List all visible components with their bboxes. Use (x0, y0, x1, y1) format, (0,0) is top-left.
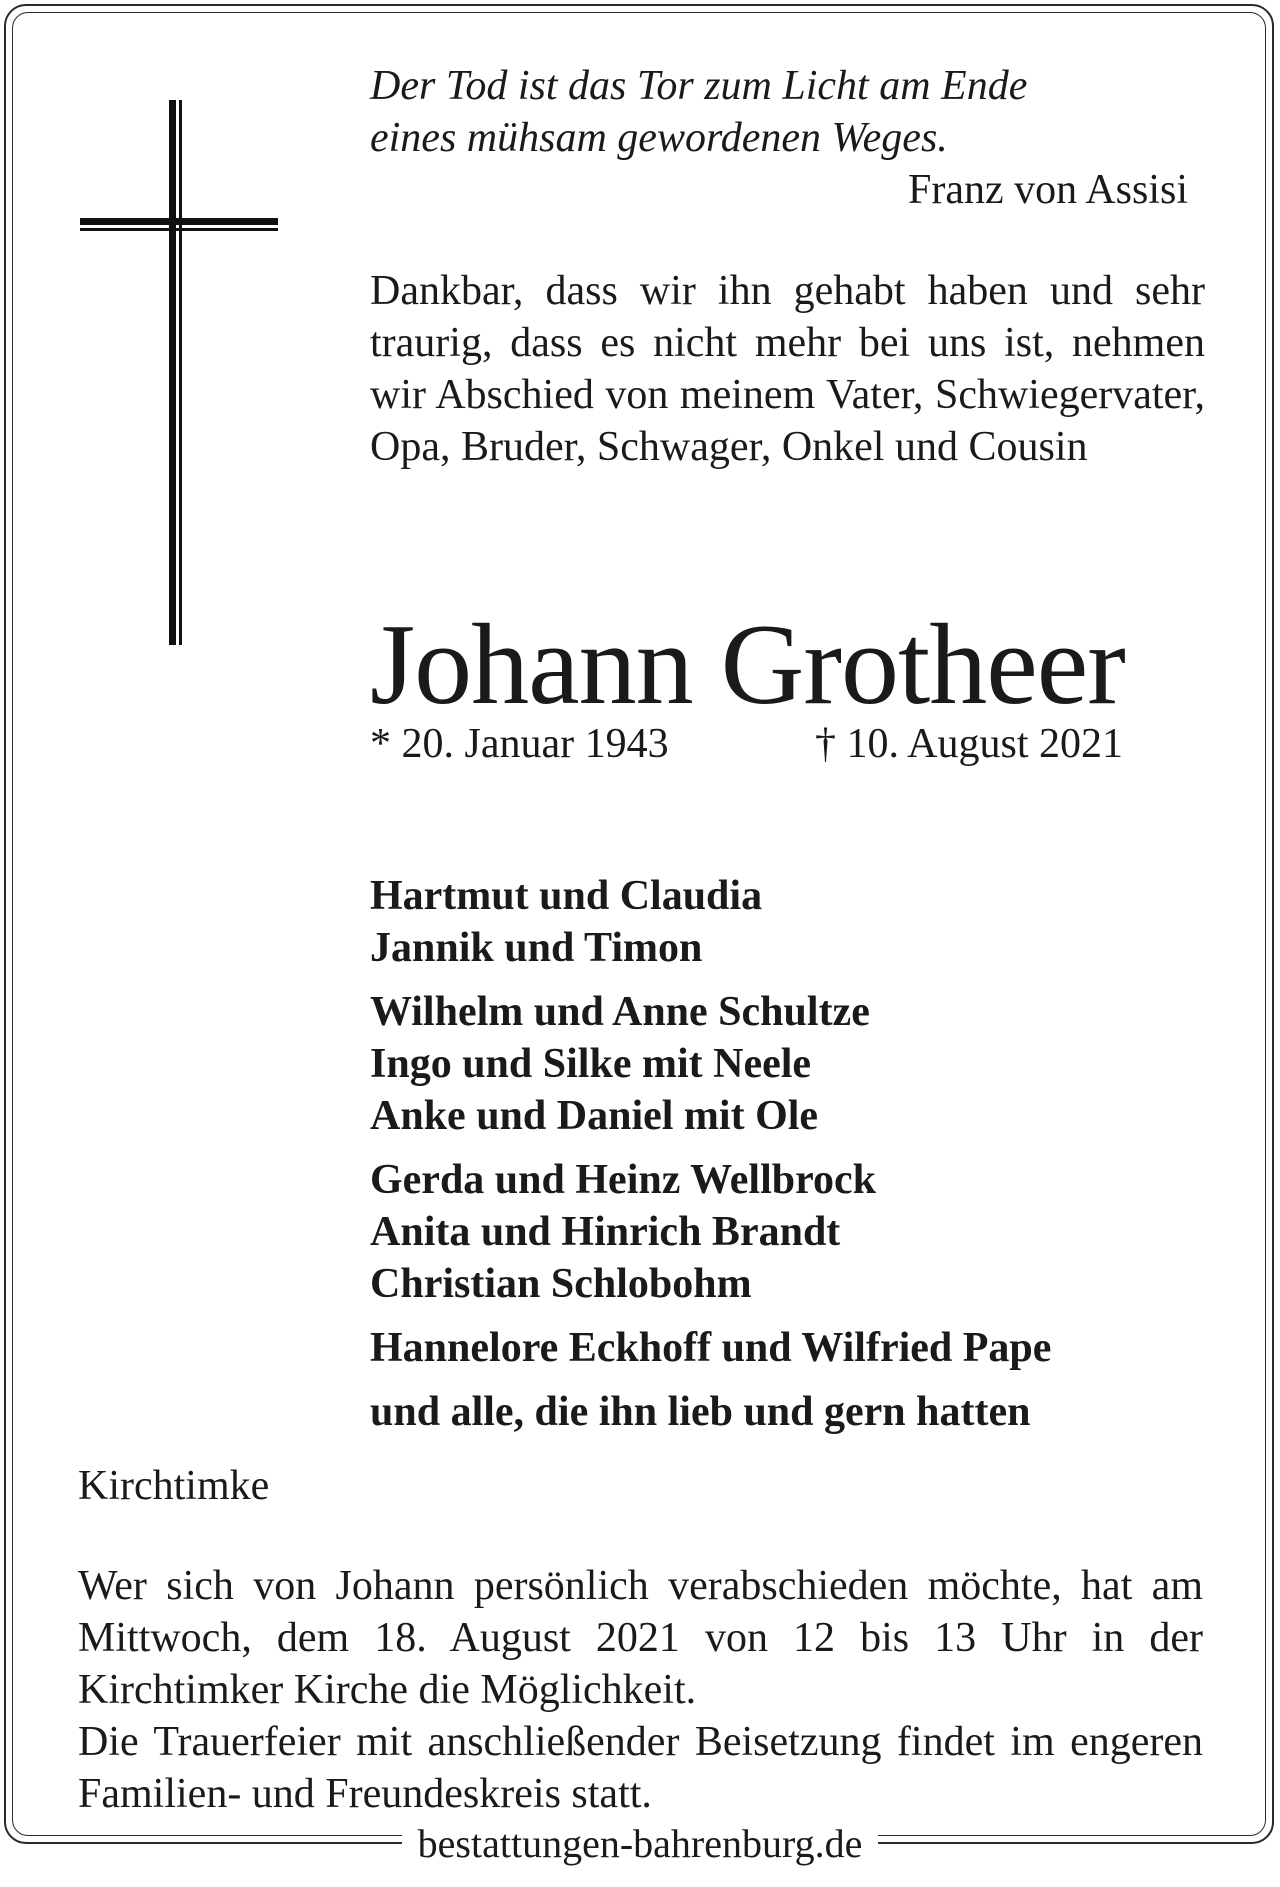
mourner-group (370, 1322, 1205, 1374)
mourner-group (370, 986, 1205, 1142)
mourner-group (370, 1154, 1205, 1310)
life-dates (370, 718, 1205, 770)
mourner-line: Christian Schlobohm (370, 1261, 752, 1307)
mourner-line: Anita und Hinrich Brandt (370, 1209, 841, 1255)
quote (370, 60, 1205, 164)
mourner-line: Gerda und Heinz Wellbrock (370, 1157, 877, 1203)
funeral-home-url: bestattungen-bahrenburg.de (402, 1821, 879, 1866)
mourner-line: Ingo und Silke mit Neele (370, 1041, 812, 1087)
footer (0, 1820, 1280, 1868)
cross-icon (80, 100, 280, 650)
quote-line: Der Tod ist das Tor zum Licht am Ende (370, 63, 1028, 109)
quote-line: eines mühsam gewordenen Weges. (370, 115, 948, 161)
farewell-notice (78, 1560, 1203, 1820)
place-name: Kirchtimke (78, 1463, 270, 1509)
mourners-list (370, 870, 1205, 1438)
death-date: † 10. August 2021 (815, 721, 1124, 767)
mourner-line: Wilhelm und Anne Schultze (370, 989, 870, 1035)
mourner-line: Hannelore Eckhoff und Wilfried Pape (370, 1325, 1052, 1371)
mourner-line: Hartmut und Claudia (370, 873, 763, 919)
quote-author: Franz von Assisi (907, 167, 1188, 213)
notice-paragraph: Die Trauerfeier mit anschließender Beisetzung findet im engeren Familien- und Freundeskreis statt. (78, 1719, 1203, 1817)
mourners-closing: und alle, die ihn lieb und gern hatten (370, 1389, 1031, 1435)
intro-text: Dankbar, dass wir ihn gehabt haben und sehr traurig, dass es nicht mehr bei uns ist, nehmen wir Abschied von meinem Vater, Schwiegervater, Opa, Bruder, Schwager, Onkel und Cousin (370, 268, 1205, 470)
mourner-line: Jannik und Timon (370, 925, 703, 971)
birth-date: * 20. Januar 1943 (370, 721, 669, 767)
mourner-group (370, 870, 1205, 974)
deceased-name: Johann Grotheer (370, 601, 1125, 729)
mourner-line: Anke und Daniel mit Ole (370, 1093, 819, 1139)
notice-paragraph: Wer sich von Johann persönlich verabschieden möchte, hat am Mittwoch, dem 18. August 2021 von 12 bis 13 Uhr in der Kirchtimker Kirche die Möglichkeit. (78, 1563, 1203, 1713)
